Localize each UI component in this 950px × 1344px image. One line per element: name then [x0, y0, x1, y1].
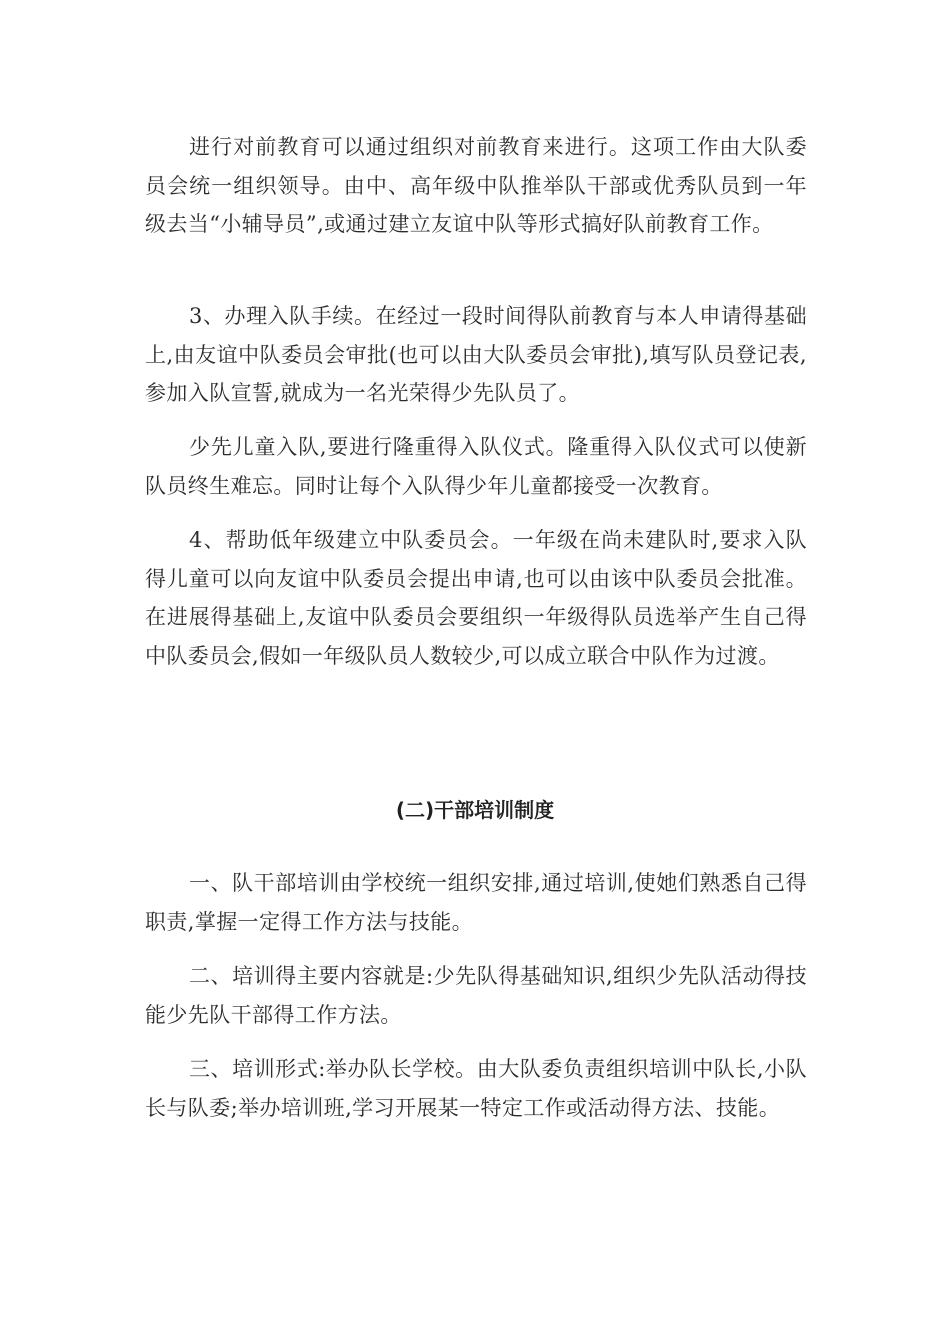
- paragraph-training-format: 三、培训形式:举办队长学校。由大队委负责组织培训中队长,小队长与队委;举办培训班,学习开展某一特定工作或活动得方法、技能。: [145, 1057, 807, 1120]
- paragraph-enrollment-procedure: 3、办理入队手续。在经过一段时间得队前教育与本人申请得基础上,由友谊中队委员会审批(也可以由大队委员会审批),填写队员登记表,参加入队宣誓,就成为一名光荣得少先队员了。: [145, 304, 807, 405]
- paragraph-squad-committee: 4、帮助低年级建立中队委员会。一年级在尚未建队时,要求入队得儿童可以向友谊中队委员会提出申请,也可以由该中队委员会批准。在进展得基础上,友谊中队委员会要组织一年级得队员选举产生自己得中队委员会,假如一年级队员人数较少,可以成立联合中队作为过渡。: [145, 528, 807, 668]
- section-heading: (二)干部培训制度: [395, 798, 555, 822]
- paragraph-pre-enrollment-education: 进行对前教育可以通过组织对前教育来进行。这项工作由大队委员会统一组织领导。由中、高年级中队推举队干部或优秀队员到一年级去当“小辅导员”,或通过建立友谊中队等形式搞好队前教育工作。: [145, 135, 807, 236]
- paragraph-training-arrangement: 一、队干部培训由学校统一组织安排,通过培训,使她们熟悉自己得职责,掌握一定得工作方法与技能。: [145, 871, 807, 934]
- paragraph-enrollment-ceremony: 少先儿童入队,要进行隆重得入队仪式。隆重得入队仪式可以使新队员终生难忘。同时让每个入队得少年儿童都接受一次教育。: [145, 435, 807, 498]
- paragraph-training-content: 二、培训得主要内容就是:少先队得基础知识,组织少先队活动得技能少先队干部得工作方法。: [145, 964, 807, 1027]
